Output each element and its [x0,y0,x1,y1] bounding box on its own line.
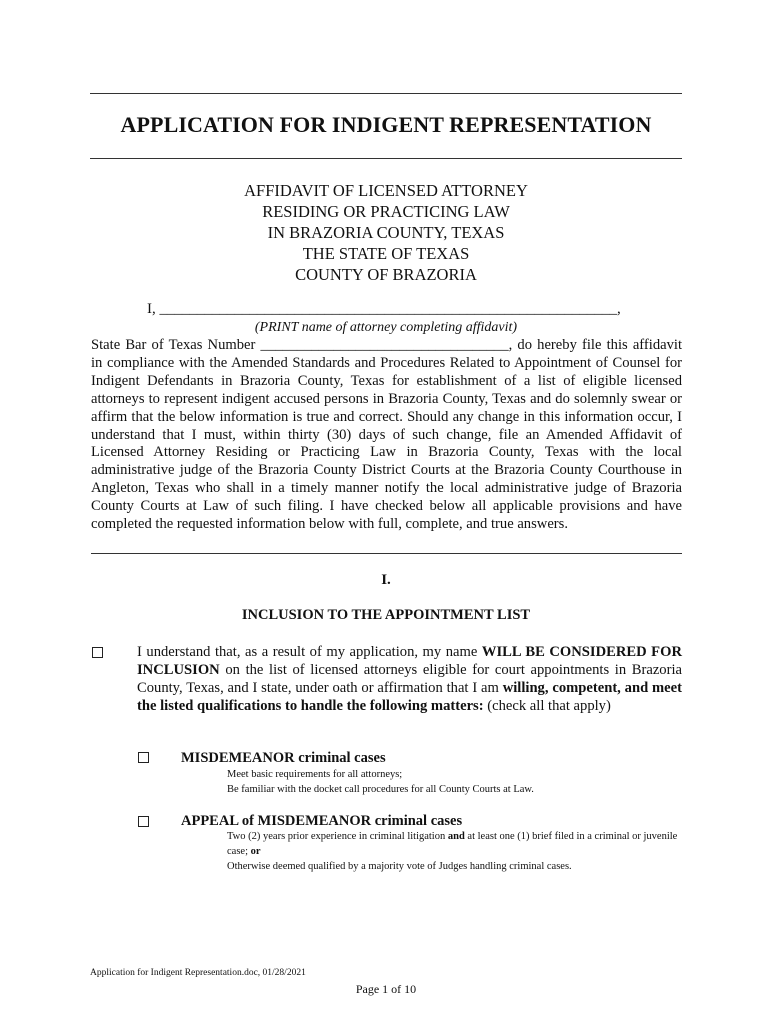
bar-number-field[interactable]: __________________________________ [260,337,509,353]
appeal-misdemeanor-checkbox[interactable] [138,816,149,827]
footer-page-number: Page 1 of 10 [355,982,417,996]
misdemeanor-title: MISDEMEANOR criminal cases [181,750,386,766]
attorney-name-caption: (PRINT name of attorney completing affidavit) [254,320,518,335]
requirement-emphasis: and [447,831,465,842]
affidavit-heading-line: COUNTY OF BRAZORIA [295,265,477,284]
requirement-emphasis: or [250,846,261,857]
affidavit-heading [90,180,682,285]
appeal-requirements [227,829,682,874]
requirement-text: Two (2) years prior experience in criminal litigation [227,831,448,842]
affidavit-paragraph [91,337,682,534]
footer-document-name: Application for Indigent Representation.doc, 01/28/2021 [90,968,306,978]
section-title: INCLUSION TO THE APPOINTMENT LIST [241,607,531,623]
inclusion-text: (check all that apply) [483,698,611,714]
affidavit-body-text: , do hereby file this affidavit in compliance with the Amended Standards and Procedures Related to Appointment of Counsel for Indigent Defendants in Brazoria County, Texas for establishment of a list of eligible licensed attorneys to represent indigent accused persons in Brazoria County, Texas and do solemnly swear or affirm that the below information is true and correct. Should any change in this information occur, I understand that I must, within thirty (30) days of such change, file an Amended Affidavit of Licensed Attorney Residing or Practicing Law in Brazoria County, Texas with the local administrative judge of the Brazoria County District Courts at the Brazoria County Courthouse in Angleton, Texas who shall in a timely manner notify the local administrative judge of Brazoria County Courts at Law of such filing. I have checked below all applicable provisions and have completed the requested information below with full, complete, and true answers. [91,337,682,533]
attorney-name-field[interactable]: I, _____________________________________________________________, [147,301,621,317]
inclusion-text: on the list of licensed attorneys eligible for court appointments in Brazoria County, Texas, and I state, under oath or affirmation that I am [137,662,682,696]
bar-number-label: State Bar of Texas Number [91,337,256,353]
document-title: APPLICATION FOR INDIGENT REPRESENTATION [120,112,652,137]
inclusion-text: I understand that, as a result of my application, my name [137,644,482,660]
inclusion-emphasis: WILL BE CONSIDERED FOR INCLUSION [137,644,682,678]
section-divider [91,553,682,554]
section-number: I. [381,572,391,588]
misdemeanor-requirements [227,767,682,797]
requirement-line: Meet basic requirements for all attorneys; [227,769,403,780]
affidavit-heading-line: THE STATE OF TEXAS [302,244,470,263]
requirement-line: Otherwise deemed qualified by a majority vote of Judges handling criminal cases. [227,861,572,872]
requirement-text: at least one (1) brief filed in a criminal or juvenile case; [227,831,678,857]
inclusion-statement [137,643,682,715]
affidavit-heading-line: IN BRAZORIA COUNTY, TEXAS [267,223,505,242]
affidavit-heading-line: AFFIDAVIT OF LICENSED ATTORNEY [244,181,528,200]
misdemeanor-checkbox[interactable] [138,752,149,763]
requirement-line: Be familiar with the docket call procedures for all County Courts at Law. [227,784,534,795]
inclusion-checkbox[interactable] [92,647,103,658]
affidavit-heading-line: RESIDING OR PRACTICING LAW [262,202,510,221]
qualification-emphasis: willing, competent, and meet the listed qualifications to handle the following matters: [137,680,682,714]
appeal-misdemeanor-title: APPEAL of MISDEMEANOR criminal cases [181,813,463,829]
top-divider [90,93,682,94]
title-divider [90,158,682,159]
